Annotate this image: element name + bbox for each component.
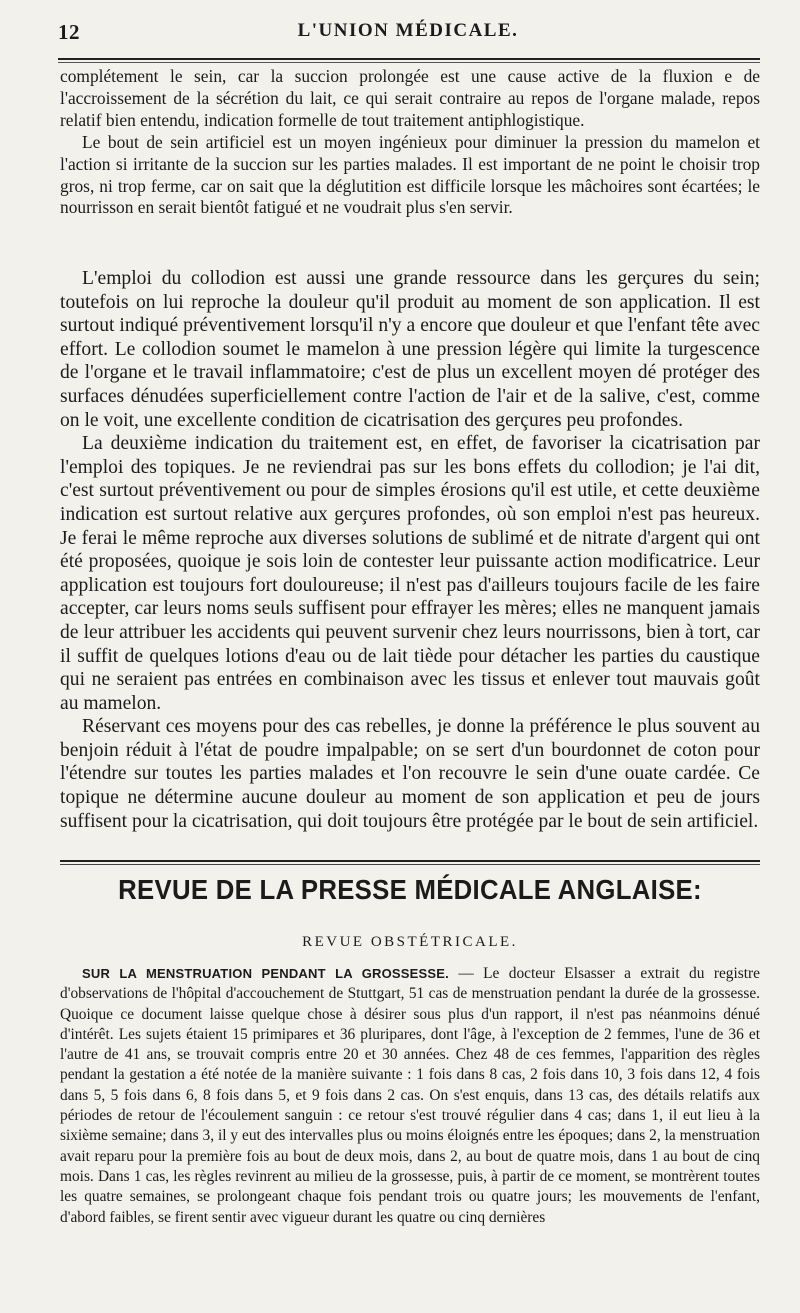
page-header xyxy=(58,16,758,46)
page-number: 12 xyxy=(58,20,80,44)
journal-title: L'UNION MÉDICALE. xyxy=(297,20,519,41)
revue-article xyxy=(60,964,760,1228)
article-continuation-part-1 xyxy=(60,66,760,219)
article-lead-text: — Le docteur Elsasser a extrait du registre d'observations de l'hôpital d'accouchement de Stuttgart, 51 cas de menstruation pendant la durée de la grossesse. Quoique ce document laisse quelque chose à désirer sous plus d'un rapport, il n'est pas néanmoins dénué d'intérêt. Les sujets étaient 15 primipares et 36 pluripares, dont l'âge, à l'exception de 2 femmes, l'une de 36 et l'autre de 41 ans, se trouvait compris entre 20 et 30 années. Chez 48 de ces femmes, l'apparition des règles pendant la gestation a été notée de la manière suivante : 1 fois dans 8 cas, 2 fois dans 10, 3 fois dans 12, 4 fois dans 5, 5 fois dans 6, 8 fois dans 5, et 9 fois dans 2 cas. On s'est enquis, dans 13 cas, des détails relatifs aux périodes de retour de l'écoulement sanguin : ce retour s'est trouvé régulier dans 4 cas; dans 1, il eut lieu à la sixième semaine; dans 3, il y eut des intervalles plus ou moins éloignés entre les époques; dans 2, la menstruation avait reparu pour la première fois au bout de deux mois, dans 2, au bout de quatre mois, dans 1 au bout de cinq mois. Dans 1 cas, les règles revinrent au milieu de la grossesse, puis, à partir de ce moment, se montrèrent toutes les quatre semaines, se prolongeant chaque fois pendant trois ou quatre jours; les mouvements de l'enfant, d'abord faibles, se firent sentir avec vigueur durant les quatre ou cinq dernières xyxy=(60,965,760,1226)
paragraph: La deuxième indication du traitement est, en effet, de favoriser la cicatrisation par l'emploi des topiques. Je ne reviendrai pas sur les bons effets du collodion; je l'ai dit, c'est surtout préventivement ou pour de simples érosions qu'il est utile, et cette deuxième indication est surtout relative aux gerçures profondes, où son emploi n'est pas heureux. Je ferai le même reproche aux diverses solutions de sublimé et de nitrate d'argent qui ont été proposées, quoique je sois loin de contester leur puissante action modificatrice. Leur application est toujours fort douloureuse; il n'est pas d'ailleurs toujours facile de les faire accepter, car leurs noms seuls suffisent pour effrayer les mères; elles ne manquent jamais de leur attribuer les accidents qui peuvent survenir chez leurs nourrissons, bien à tort, car il suffit de quelques lotions d'eau ou de lait tiède pour détacher les parties du caustique qui ne seraient pas entrées en combinaison avec les tissus et enlever tout mauvais goût au mamelon. xyxy=(60,433,760,714)
paragraph: Réservant ces moyens pour des cas rebelles, je donne la préférence le plus souvent au benjoin réduit à l'état de poudre impalpable; on se sert d'un bourdonnet de coton pour l'étendre sur toutes les parties malades et l'on recouvre le sein d'une ouate cardée. Ce topique ne détermine aucune douleur au moment de son application et peu de jours suffisent pour la cicatrisation, qui doit toujours être protégée par le bout de sein artificiel. xyxy=(60,716,760,832)
section-title: REVUE DE LA PRESSE MÉDICALE ANGLAISE: xyxy=(118,874,702,905)
article-lead-heading: SUR LA MENSTRUATION PENDANT LA GROSSESSE. xyxy=(82,966,449,981)
header-rule xyxy=(58,58,760,60)
paragraph: Le bout de sein artificiel est un moyen ingénieux pour diminuer la pression du mamelon et l'action si irritante de la succion sur les parties malades. Il est important de ne point le choisir trop gros, ni trop ferme, car on sait que la déglutition est difficile lorsque les mâchoires sont écartées; le nourrisson en serait bientôt fatigué et ne voudrait plus s'en servir. xyxy=(60,131,760,218)
section-rule xyxy=(60,860,760,862)
paragraph: L'emploi du collodion est aussi une grande ressource dans les gerçures du sein; toutefois on lui reproche la douleur qu'il produit au moment de son application. Il est surtout indiqué préventivement lorsqu'il n'y a encore que douleur et que l'enfant tête avec effort. Le collodion soumet le mamelon à une pression légère qui limite la turgescence de l'organe et le travail inflammatoire; c'est de plus un excellent moyen dé protéger des surfaces dénudées superficiellement contre l'action de l'air et de la salive, c'est, comme on le voit, une excellente condition de cicatrisation des gerçures peu profondes. xyxy=(60,268,760,431)
article-continuation-part-2 xyxy=(60,267,760,833)
section-rule-secondary xyxy=(60,864,760,865)
paragraph: complétement le sein, car la succion prolongée est une cause active de la fluxion e de l'accroissement de la sécrétion du lait, ce qui serait contraire au repos de l'organe malade, repos relatif bien entendu, indication formelle de tout traitement antiphlogistique. xyxy=(60,66,760,130)
paragraph xyxy=(60,964,760,1228)
section-subtitle: REVUE OBSTÉTRICALE. xyxy=(302,934,518,950)
header-rule-secondary xyxy=(58,62,760,63)
